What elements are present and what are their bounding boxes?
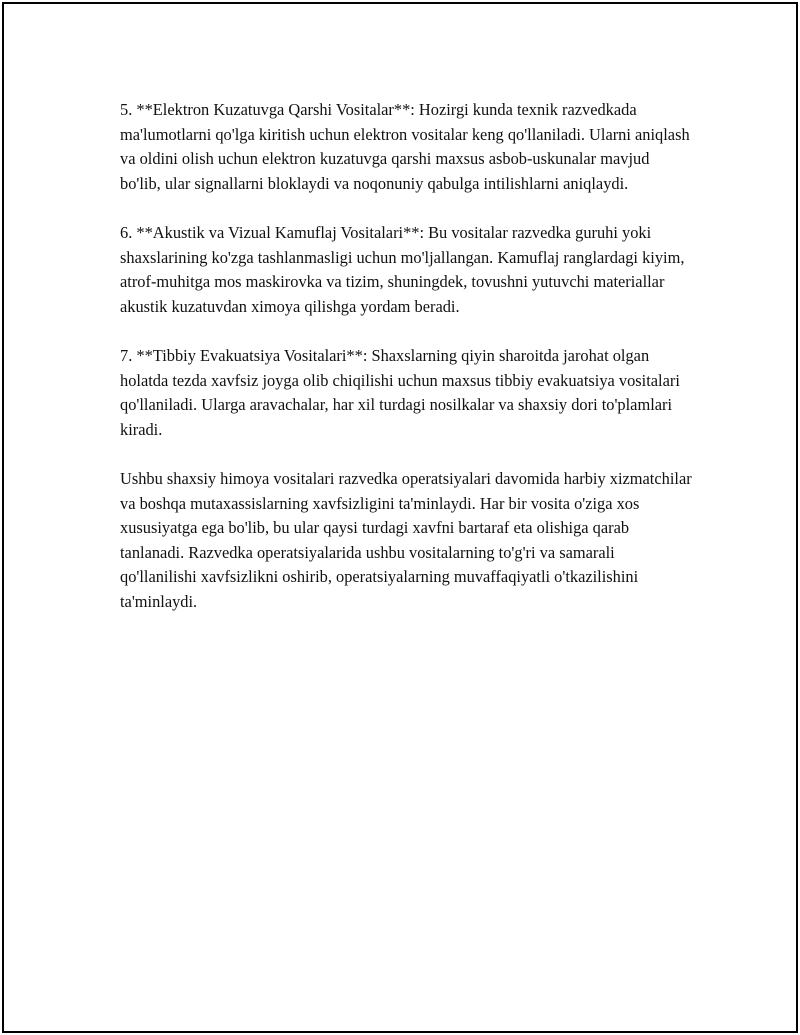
- paragraph-electronic-countermeasures: 5. **Elektron Kuzatuvga Qarshi Vositalar**: Hozirgi kunda texnik razvedkada ma'lumotlarni qo'lga kiritish uchun elektron vositalar keng qo'llaniladi. Ularni aniqlash va oldini olish uchun elektron kuzatuvga qarshi maxsus asbob-uskunalar mavjud bo'lib, ular signallarni bloklaydi va noqonuniy qabulga intilishlarni aniqlaydi.: [120, 100, 690, 193]
- paragraph-acoustic-visual-camouflage: 6. **Akustik va Vizual Kamuflaj Vositalari**: Bu vositalar razvedka guruhi yoki shaxslarining ko'zga tashlanmasligi uchun mo'ljallangan. Kamuflaj ranglardagi kiyim, atrof-muhitga mos maskirovka va tizim, shuningdek, tovushni yutuvchi materiallar akustik kuzatuvdan ximoya qilishga yordam beradi.: [120, 222, 685, 316]
- paragraph-medical-evacuation: 7. **Tibbiy Evakuatsiya Vositalari**: Shaxslarning qiyin sharoitda jarohat olgan holatda tezda xavfsiz joyga olib chiqilishi uchun maxsus tibbiy evakuatsiya vositalari qo'llaniladi. Ularga aravachalar, har xil turdagi nosilkalar va shaxsiy dori to'plamlari kiradi.: [120, 345, 680, 439]
- paragraph-conclusion: Ushbu shaxsiy himoya vositalari razvedka operatsiyalari davomida harbiy xizmatchilar va boshqa mutaxassislarning xavfsizligini ta'minlaydi. Har bir vosita o'ziga xos xususiyatga ega bo'lib, bu ular qaysi turdagi xavfni bartaraf eta olishiga qarab tanlanadi. Razvedka operatsiyalarida ushbu vositalarning to'g'ri va samarali qo'llanilishi xavfsizlikni oshirib, operatsiyalarning muvaffaqiyatli o'tkazilishini ta'minlaydi.: [120, 468, 692, 611]
- page-content: [120, 98, 692, 639]
- page-frame: [2, 2, 798, 1033]
